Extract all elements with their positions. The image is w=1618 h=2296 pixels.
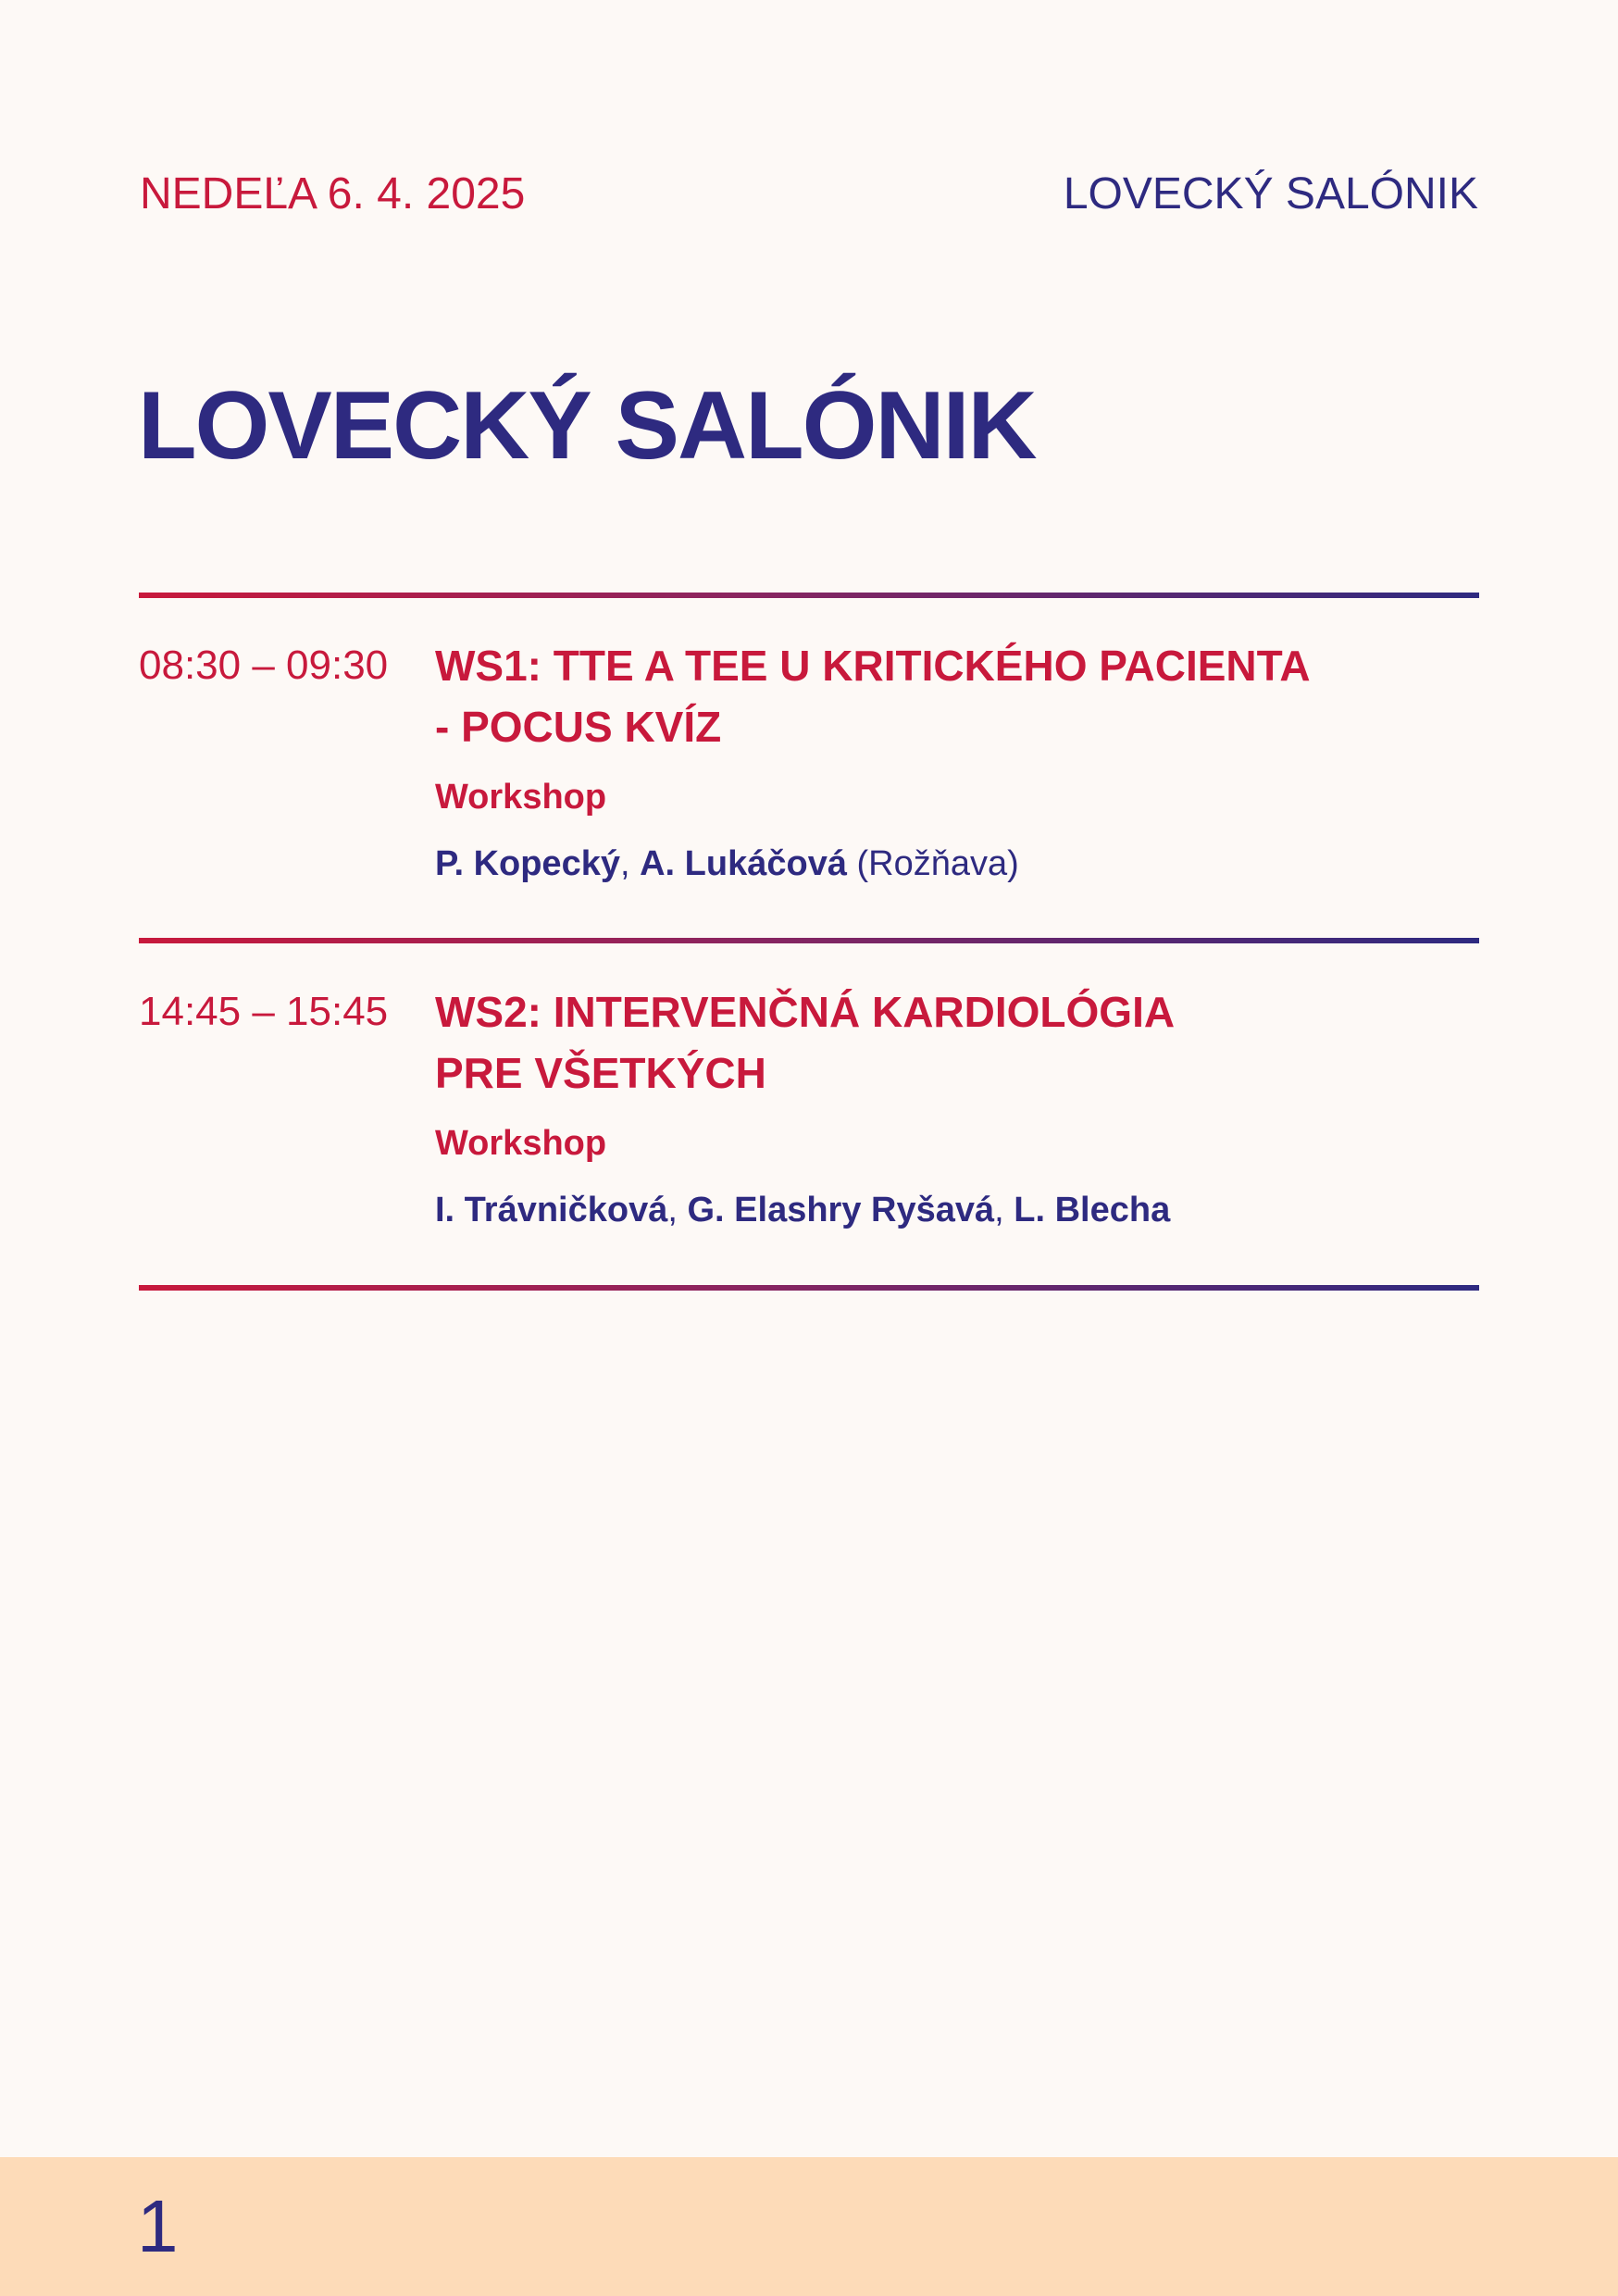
section-divider xyxy=(139,938,1479,943)
footer-band xyxy=(0,2157,1618,2296)
speaker-separator xyxy=(847,844,857,883)
page-title: LOVECKÝ SALÓNIK xyxy=(138,372,1036,480)
session-speakers xyxy=(435,841,1453,887)
section-divider xyxy=(139,1285,1479,1291)
session-title: WS1: TTE A TEE U KRITICKÉHO PACIENTA - POCUS KVÍZ xyxy=(435,642,1311,751)
session-time: 14:45 – 15:45 xyxy=(139,989,389,1034)
header-date: NEDEĽA 6. 4. 2025 xyxy=(140,169,526,218)
speaker-affiliation: (Rožňava) xyxy=(856,844,1019,883)
session-time: 08:30 – 09:30 xyxy=(139,643,389,688)
speaker-separator: , xyxy=(619,844,641,883)
speaker-name: G. Elashry Ryšavá xyxy=(687,1191,995,1229)
session-type: Workshop xyxy=(435,1124,607,1163)
header-room: LOVECKÝ SALÓNIK xyxy=(1063,169,1478,218)
session-speakers xyxy=(435,1187,1453,1233)
page-number: 1 xyxy=(137,2185,179,2267)
session-body xyxy=(435,635,1453,887)
speaker-name: A. Lukáčová xyxy=(640,844,847,883)
section-divider xyxy=(139,593,1479,598)
session-title: WS2: INTERVENČNÁ KARDIOLÓGIA PRE VŠETKÝCH xyxy=(435,988,1176,1097)
speaker-name: I. Trávničková xyxy=(435,1191,668,1229)
session-type: Workshop xyxy=(435,778,607,817)
session-body xyxy=(435,981,1453,1233)
speaker-name: P. Kopecký xyxy=(435,844,620,883)
speaker-name: L. Blecha xyxy=(1014,1191,1171,1229)
speaker-separator: , xyxy=(667,1191,688,1229)
speaker-separator: , xyxy=(994,1191,1014,1229)
